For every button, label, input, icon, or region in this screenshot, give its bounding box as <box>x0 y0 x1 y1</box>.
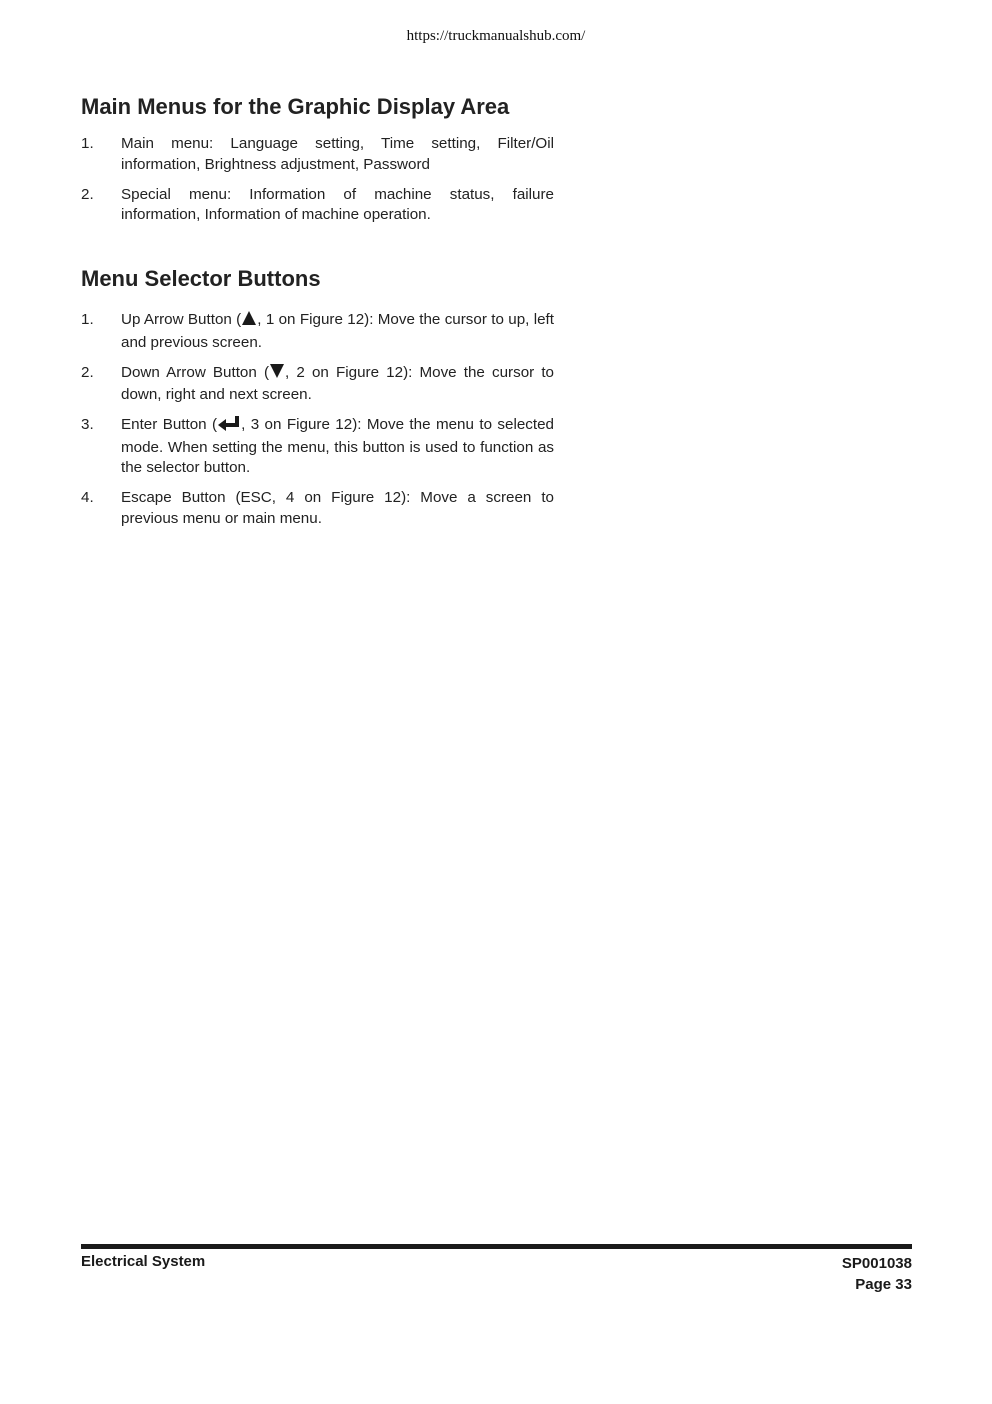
list-item <box>81 488 554 529</box>
main-menus-list <box>81 134 554 235</box>
item-text: Main menu: Language setting, Time setting, Filter/Oil information, Brightness adjustment, Password <box>121 135 554 173</box>
enter-arrow-icon <box>217 415 241 438</box>
section-heading-menu-selector-buttons: Menu Selector Buttons <box>81 266 321 291</box>
item-number: 1. <box>81 135 94 152</box>
list-item <box>81 415 554 479</box>
item-number: 1. <box>81 311 94 328</box>
source-url: https://truckmanualshub.com/ <box>406 28 586 44</box>
footer-divider <box>81 1244 912 1249</box>
footer-page-info <box>842 1253 912 1295</box>
down-arrow-icon <box>269 363 285 386</box>
item-suffix: , 1 on Figure 12): Move the cursor to up, left and previous screen. <box>121 311 554 351</box>
item-number: 2. <box>81 185 94 203</box>
item-suffix: , 3 on Figure 12): Move the menu to selected mode. When setting the menu, this button is used to function as the selector button. <box>121 416 554 476</box>
footer-doc-id: SP001038 <box>841 1255 912 1272</box>
item-prefix: Down Arrow Button ( <box>121 363 270 381</box>
item-text: Escape Button (ESC, 4 on Figure 12): Move a screen to previous menu or main menu. <box>121 489 554 527</box>
list-item <box>81 134 554 175</box>
menu-selector-list <box>81 310 554 539</box>
footer-page-number: Page 33 <box>855 1276 912 1293</box>
item-number: 3. <box>81 416 94 433</box>
item-prefix: Up Arrow Button ( <box>121 311 242 328</box>
item-number: 4. <box>81 489 94 506</box>
item-prefix: Enter Button ( <box>121 416 218 433</box>
section-heading-main-menus: Main Menus for the Graphic Display Area <box>81 94 510 119</box>
item-number: 2. <box>81 363 94 381</box>
list-item <box>81 185 554 226</box>
list-item <box>81 310 554 353</box>
footer-section-name: Electrical System <box>81 1253 206 1270</box>
item-suffix: , 2 on Figure 12): Move the cursor to down, right and next screen. <box>121 363 554 403</box>
up-arrow-icon <box>241 310 257 333</box>
list-item <box>81 363 554 406</box>
item-text: Special menu: Information of machine status, failure information, Information of machine operation. <box>121 185 554 223</box>
